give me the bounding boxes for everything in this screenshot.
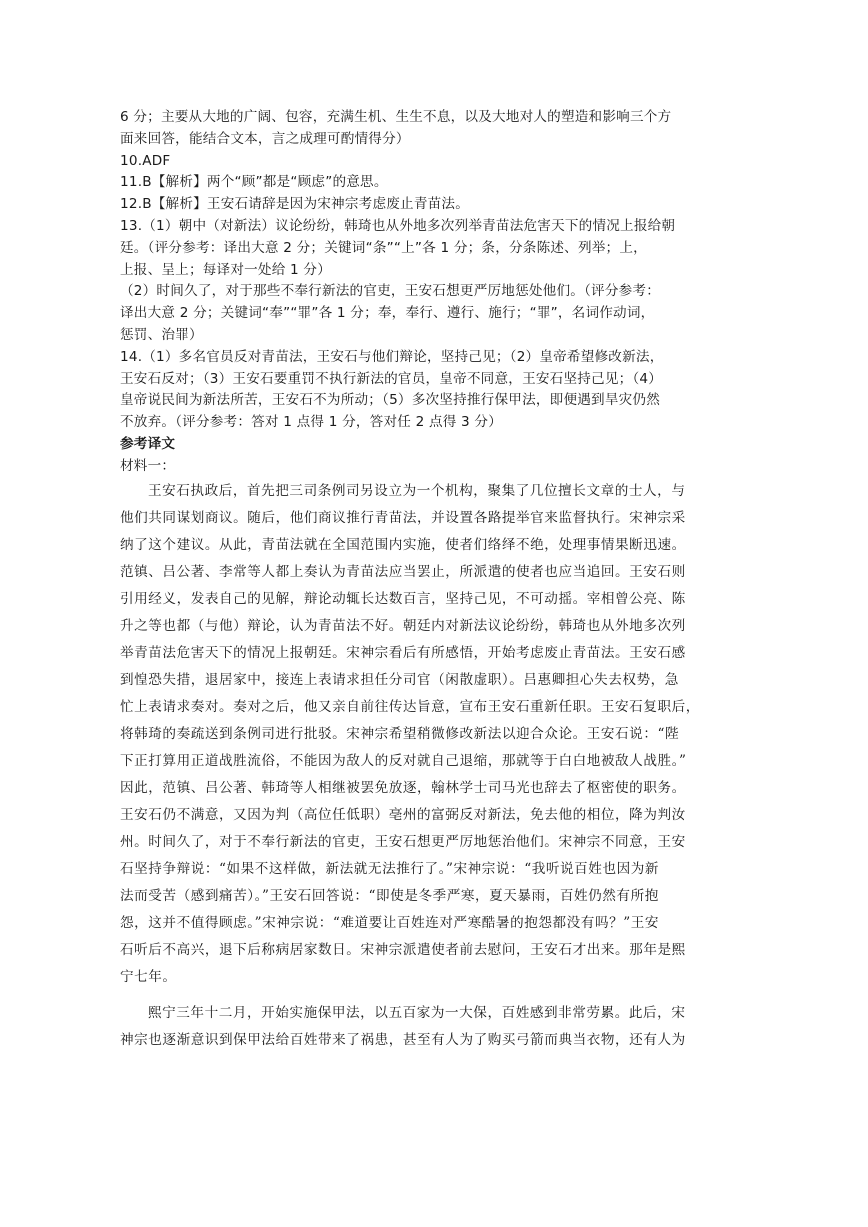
answer-line: 面来回答，能结合文本，言之成理可酌情得分）	[120, 130, 410, 147]
answer-13-line: 廷。（评分参考：译出大意 2 分；关键词“条”“上”各 1 分；条，分条陈述、列举；上，	[120, 239, 647, 256]
paragraph-line: 石坚持争辩说：“如果不这样做，新法就无法推行了。”宋神宗说：“我听说百姓也因为新	[120, 860, 660, 877]
paragraph-line: 到惶恐失措，退居家中，接连上表请求担任分司官（闲散虚职）。吕惠卿担心失去权势，急	[120, 671, 679, 688]
paragraph-line: 升之等也都（与他）辩论，认为青苗法不好。朝廷内对新法议论纷纷，韩琦也从外地多次列	[120, 617, 686, 634]
paragraph-line: 忙上表请求奏对。奏对之后，他又亲自前往传达旨意，宣布王安石重新任职。王安石复职后，	[120, 698, 700, 715]
translation-paragraph-1	[120, 478, 748, 991]
document-content	[120, 107, 748, 1054]
paragraph-line: 他们共同谋划商议。随后，他们商议推行青苗法，并设置各路提举官来监督执行。宋神宗采	[120, 509, 686, 526]
paragraph-line: 纳了这个建议。从此，青苗法就在全国范围内实施，使者们络绎不绝，处理事情果断迅速。	[120, 536, 686, 553]
paragraph-line: 范镇、吕公著、李常等人都上奏认为青苗法应当罢止，所派遣的使者也应当追回。王安石则	[120, 563, 686, 580]
paragraph-line: 王安石执政后，首先把三司条例司另设立为一个机构，聚集了几位擅长文章的士人，与	[148, 482, 686, 499]
answer-11: 11.B【解析】两个“顾”都是“顾虑”的意思。	[120, 174, 388, 191]
paragraph-line: 熙宁三年十二月，开始实施保甲法，以五百家为一大保，百姓感到非常劳累。此后，宋	[148, 1004, 686, 1021]
answer-14-line: 皇帝说民间为新法所苦，王安石不为所动；（5）多次坚持推行保甲法，即便遇到旱灾仍然	[120, 392, 661, 409]
answer-12: 12.B【解析】王安石请辞是因为宋神宗考虑废止青苗法。	[120, 196, 469, 213]
answer-line: 6 分；主要从大地的广阔、包容，充满生机、生生不息，以及大地对人的塑造和影响三个方	[120, 109, 672, 125]
answer-10: 10.ADF	[120, 152, 171, 169]
paragraph-line: 因此，范镇、吕公著、韩琦等人相继被罢免放逐，翰林学士司马光也辞去了枢密使的职务。	[120, 779, 686, 796]
answer-14-line: 王安石反对；（3）王安石要重罚不执行新法的官员，皇帝不同意，王安石坚持己见；（4）	[120, 370, 663, 387]
paragraph-line: 引用经义，发表自己的见解，辩论动辄长达数百言，坚持己见，不可动摇。宰相曾公亮、陈	[120, 590, 686, 607]
paragraph-line: 宁七年。	[120, 968, 177, 985]
answer-14-line: 不放弃。（评分参考：答对 1 点得 1 分，答对任 2 点得 3 分）	[120, 414, 503, 431]
paragraph-line: 州。时间久了，对于不奉行新法的官吏，王安石想更严厉地惩治他们。宋神宗不同意，王安	[120, 833, 686, 850]
answer-14-line: 14.（1）多名官员反对青苗法，王安石与他们辩论，坚持己见；（2）皇帝希望修改新法，	[120, 348, 664, 365]
answer-13-line: 惩罚、治罪）	[120, 326, 203, 343]
answer-13-line: 上报、呈上；每译对一处给 1 分）	[120, 261, 332, 278]
paragraph-line: 法而受苦（感到痛苦）。”王安石回答说：“即使是冬季严寒，夏天暴雨，百姓仍然有所抱	[120, 887, 659, 904]
translation-heading: 参考译文	[120, 435, 176, 452]
material-label: 材料一：	[120, 457, 176, 474]
paragraph-line: 怨，这并不值得顾虑。”宋神宗说：“难道要让百姓连对严寒酷暑的抱怨都没有吗？”王安	[120, 914, 660, 931]
translation-paragraph-2	[120, 1000, 748, 1054]
paragraph-line: 神宗也逐渐意识到保甲法给百姓带来了祸患，甚至有人为了购买弓箭而典当衣物，还有人为	[120, 1031, 686, 1048]
answer-13-line: （2）时间久了，对于那些不奉行新法的官吏，王安石想更严厉地惩处他们。（评分参考：	[120, 283, 661, 300]
paragraph-line: 石听后不高兴，退下后称病居家数日。宋神宗派遣使者前去慰问，王安石才出来。那年是熙	[120, 941, 686, 958]
paragraph-line: 将韩琦的奏疏送到条例司进行批驳。宋神宗希望稍微修改新法以迎合众论。王安石说：“陛	[120, 725, 680, 742]
paragraph-gap	[120, 991, 748, 1000]
answer-section	[120, 107, 748, 434]
answer-13-line: 13.（1）朝中（对新法）议论纷纷，韩琦也从外地多次列举青苗法危害天下的情况上报给朝	[120, 217, 676, 234]
answer-13-line: 译出大意 2 分；关键词“奉”“罪”各 1 分；奉，奉行、遵行、施行；“罪”，名词作动词，	[120, 305, 655, 322]
paragraph-line: 下正打算用正道战胜流俗，不能因为敌人的反对就自己退缩，那就等于白白地被敌人战胜。”	[120, 752, 687, 769]
paragraph-line: 举青苗法危害天下的情况上报朝廷。宋神宗看后有所感悟，开始考虑废止青苗法。王安石感	[120, 644, 686, 661]
paragraph-line: 王安石仍不满意，又因为判（高位任低职）亳州的富弼反对新法，免去他的相位，降为判汝	[120, 806, 686, 823]
